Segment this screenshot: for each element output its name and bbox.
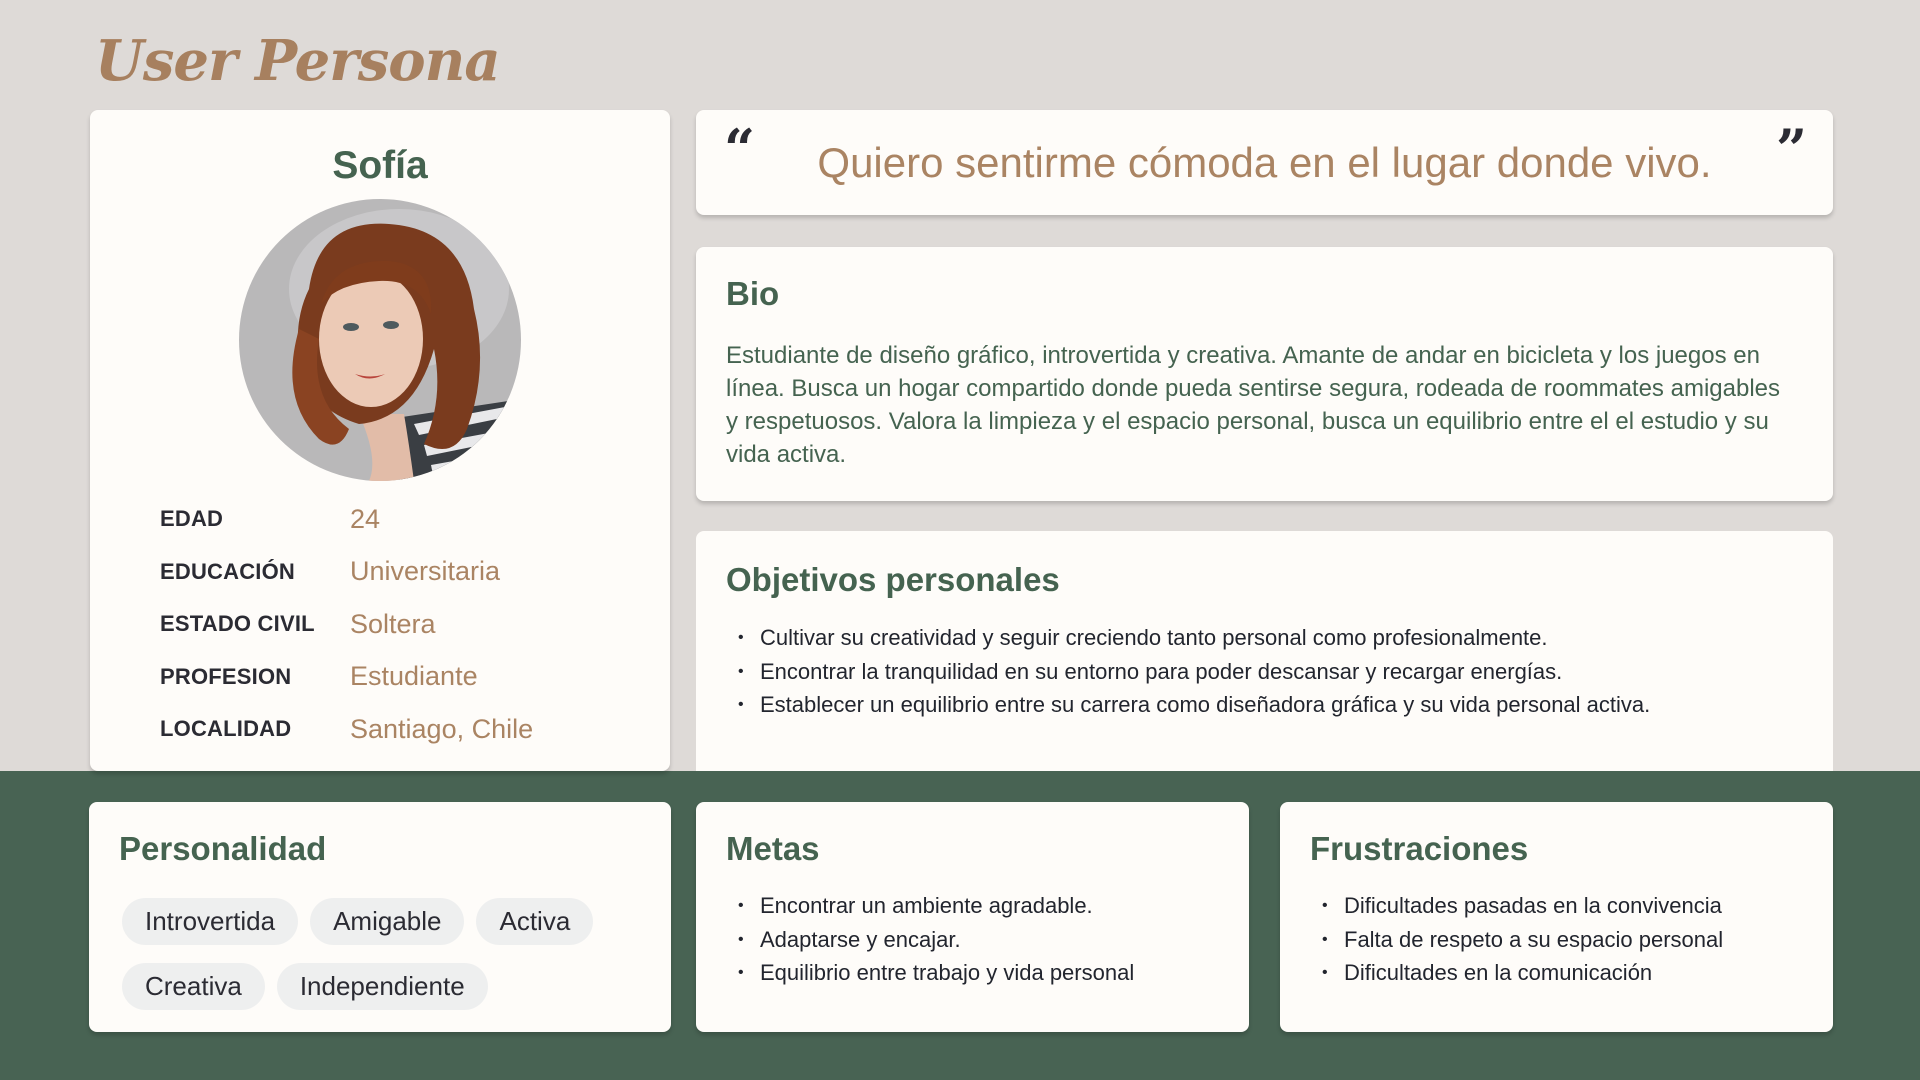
attribute-list	[160, 493, 533, 756]
persona-name: Sofía	[332, 144, 428, 187]
personality-tag: Amigable	[310, 898, 464, 945]
avatar	[239, 199, 521, 481]
goals-list	[726, 889, 1134, 990]
attribute-label: ESTADO CIVIL	[160, 611, 315, 637]
close-quote-icon: ”	[1775, 117, 1807, 181]
list-item: • Encontrar la tranquilidad en su entorno para poder descansar y recargar energías.	[726, 655, 1650, 689]
objectives-card	[696, 531, 1833, 771]
objectives-list	[726, 621, 1650, 722]
goals-title: Metas	[726, 830, 820, 867]
frustrations-card	[1280, 802, 1833, 1032]
list-item: • Dificultades en la comunicación	[1310, 956, 1723, 990]
attribute-label: LOCALIDAD	[160, 716, 292, 742]
frustrations-title: Frustraciones	[1310, 830, 1529, 867]
page-title: User Persona	[95, 28, 500, 94]
attribute-value: Estudiante	[350, 661, 478, 692]
attribute-row-civil-status	[160, 598, 533, 651]
personality-tag: Creativa	[122, 963, 265, 1010]
attribute-value: 24	[350, 503, 381, 534]
list-item: • Dificultades pasadas en la convivencia	[1310, 889, 1723, 923]
personality-tags	[122, 898, 652, 1010]
objectives-title: Objetivos personales	[726, 561, 1060, 598]
list-item: • Equilibrio entre trabajo y vida personal	[726, 956, 1134, 990]
bio-text: Estudiante de diseño gráfico, introvertida y creativa. Amante de andar en bicicleta y los juegos en línea. Busca un hogar compartido donde pueda sentirse segura, rodeada de roommates amigables y respetuosos. Valora la limpieza y el espacio personal, busca un equilibrio entre el el estudio y su vida activa.	[726, 342, 1780, 468]
frustrations-list	[1310, 889, 1723, 990]
personality-card	[89, 802, 671, 1032]
bio-title: Bio	[726, 275, 780, 312]
attribute-row-profession	[160, 651, 533, 704]
bio-card	[696, 247, 1833, 501]
quote-card	[696, 110, 1833, 215]
attribute-label: EDUCACIÓN	[160, 558, 296, 584]
personality-tag: Introvertida	[122, 898, 298, 945]
persona-quote: Quiero sentirme cómoda en el lugar donde vivo.	[817, 138, 1712, 186]
list-item: • Encontrar un ambiente agradable.	[726, 889, 1134, 923]
attribute-row-education	[160, 546, 533, 599]
avatar-portrait-image	[239, 199, 521, 481]
attribute-label: EDAD	[160, 506, 224, 532]
personality-tag: Independiente	[277, 963, 488, 1010]
list-item: • Establecer un equilibrio entre su carrera como diseñadora gráfica y su vida personal activa.	[726, 688, 1650, 722]
attribute-value: Soltera	[350, 608, 436, 639]
goals-card	[696, 802, 1249, 1032]
attribute-value: Santiago, Chile	[350, 713, 534, 744]
attribute-label: PROFESION	[160, 663, 292, 689]
profile-card	[90, 110, 670, 771]
attribute-value: Universitaria	[350, 556, 501, 587]
open-quote-icon: “	[724, 117, 756, 181]
personality-title: Personalidad	[119, 830, 327, 867]
list-item: • Cultivar su creatividad y seguir creciendo tanto personal como profesionalmente.	[726, 621, 1650, 655]
list-item: • Adaptarse y encajar.	[726, 923, 1134, 957]
attribute-row-age	[160, 493, 533, 546]
list-item: • Falta de respeto a su espacio personal	[1310, 923, 1723, 957]
attribute-row-location	[160, 703, 533, 756]
personality-tag: Activa	[476, 898, 593, 945]
